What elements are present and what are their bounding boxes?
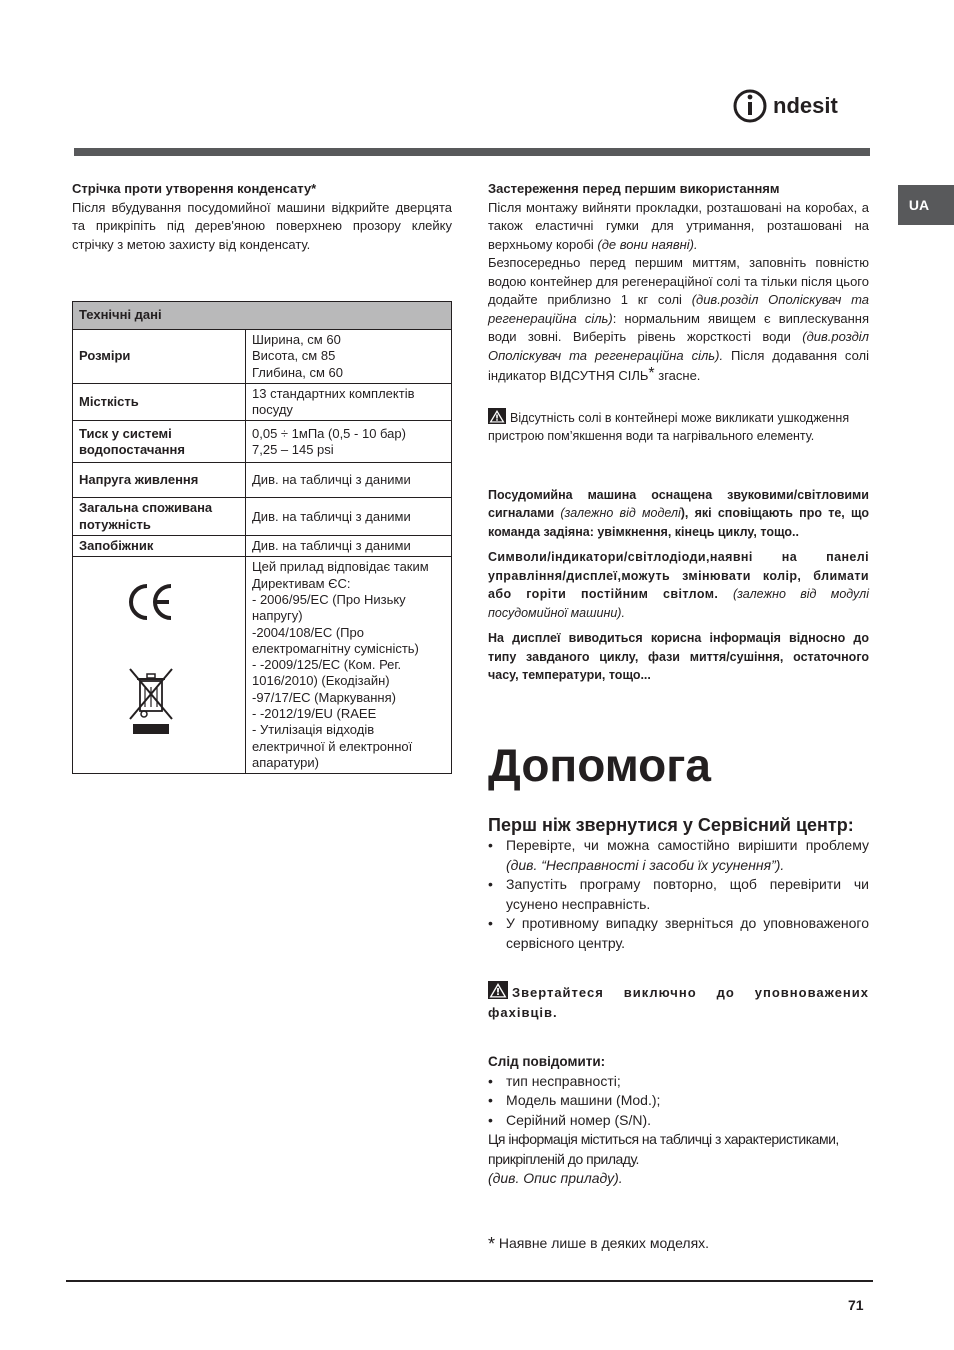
row-value: Див. на табличці з даними [246, 498, 452, 536]
asterisk: * [488, 1233, 496, 1254]
warning-triangle-icon [488, 408, 506, 424]
text-run: ), які сповіщають про те, що команда задіяна: увімкнення, кінець циклу, тощо.. [488, 506, 869, 539]
text-run-italic: (див. “Несправності і засоби їх усунення”). [506, 856, 785, 873]
row-key: Розміри [73, 330, 246, 384]
report-title: Слід повідомити: [488, 1054, 606, 1069]
first-use-text-2 [488, 254, 869, 386]
report-list [488, 1072, 869, 1131]
value-line: 0,05 ÷ 1мПа (0,5 - 10 бар) [252, 425, 406, 441]
directive-line: - -2012/19/EU (RAEE [252, 706, 377, 722]
value-line: Ширина, см 60 [252, 332, 341, 347]
text-run: Безпосередньо перед першим миттям, заповніть повністю водою контейнер для регенераційної солі та тільки після цього додайте приблизно 1 кг солі [488, 255, 869, 307]
indesit-logo [733, 88, 869, 124]
salt-warning-text: Відсутність солі в контейнері може викликати ушкодження пристрою пом’якшення води та нагрівального елементу. [488, 410, 850, 443]
table-row [73, 463, 452, 498]
row-key: Тиск у системі водопостачання [73, 421, 246, 463]
text-run: Після монтажу вийняти прокладки, розташовані на коробах, а також еластичні гумки для утримання, розташовані на верхньому коробі [488, 199, 869, 252]
signals-text [488, 486, 869, 542]
directive-line: - Утилізація відходів електричної й електронної апаратури) [252, 722, 413, 770]
symbols-text [488, 548, 869, 622]
footnote [488, 1234, 869, 1255]
row-key: Місткість [73, 383, 246, 421]
condensation-tape-text: Після вбудування посудомийної машини відкрийте дверцята та прикріпіть під дерев'яною поверхнею прозору клейку стрічку з метою захисту від конденсату. [72, 199, 452, 252]
text-run-italic: (див.розділ Ополіскувач та регенераційна сіль). [488, 329, 869, 363]
left-column [72, 180, 452, 254]
value-line: Глибина, см 60 [252, 364, 344, 380]
right-column [488, 180, 869, 685]
text-run: У противному випадку зверніться до уповноваженого сервісного центру. [506, 915, 869, 951]
list-item [488, 836, 869, 875]
expert-warning-text: Звертайтеся виключно до уповноважених фахівців. [488, 985, 869, 1020]
text-run-italic: (залежно від моделі [560, 506, 681, 520]
list-item [488, 914, 869, 953]
help-section [488, 836, 869, 1254]
table-row [73, 330, 452, 384]
directives-cell [246, 557, 452, 774]
row-value: Див. на табличці з даними [246, 536, 452, 557]
header-rule [74, 148, 870, 156]
certification-marks [73, 557, 246, 774]
row-value [246, 330, 452, 384]
row-key: Запобіжник [73, 536, 246, 557]
text-run: згасне. [654, 368, 701, 383]
list-item: • Серійний номер (S/N). [488, 1111, 869, 1131]
report-info: Ця інформація міститься на табличці з характеристиками, прикріпленій до приладу. [488, 1131, 839, 1167]
row-key: Напруга живлення [73, 463, 246, 498]
help-list [488, 836, 869, 953]
warning-triangle-icon [488, 981, 508, 999]
logo-wordmark: ndesit [773, 93, 838, 118]
help-title: Допомога [488, 739, 711, 791]
table-header-row [73, 302, 452, 330]
text-run-italic: (де вони наявні). [597, 236, 698, 252]
text-run: : нормальним явищем є виплескування води зовні. Виберіть рівень жорсткості води [488, 310, 869, 344]
directive-line: - -2009/125/EC (Ком. Рег. 1016/2010) (Екодізайн) [252, 657, 402, 689]
weee-bin-icon [127, 667, 175, 735]
before-service-title: Перш ніж звернутися у Сервісний центр: [488, 815, 854, 835]
list-item: • Модель машини (Mod.); [488, 1091, 869, 1111]
table-header: Технічні дані [73, 302, 452, 330]
list-item [488, 875, 869, 914]
ce-mark-icon [127, 583, 175, 621]
row-value: 13 стандартних комплектів посуду [246, 383, 452, 421]
text-run: Перевірте, чи можна самостійно вирішити проблему [506, 837, 869, 853]
page-number: 71 [848, 1297, 864, 1313]
text-run: Символи/індикатори/світлодіоди,наявні на панелі управління/дисплеї,можуть змінювати колір, блимати або горіти постійним світлом. [488, 550, 869, 601]
condensation-tape-title: Стрічка проти утворення конденсату* [72, 181, 317, 196]
first-use-title: Застереження перед першим використанням [488, 181, 780, 196]
table-row [73, 557, 452, 774]
value-line: Висота, см 85 [252, 348, 336, 364]
display-info-text: На дисплеї виводиться корисна інформація відносно до типу завданого циклу, фази миття/сушіння, остаточного часу, температури, тощо... [488, 631, 869, 682]
directive-line: -2004/108/EC (Про електромагнітну сумісність) [252, 624, 419, 656]
row-key: Загальна споживана потужність [73, 498, 246, 536]
directive-line: -97/17/EC (Маркування) [252, 689, 396, 705]
table-row [73, 536, 452, 557]
text-run: Посудомийна машина оснащена звуковими/світловими сигналами [488, 487, 869, 520]
row-value: Див. на табличці з даними [246, 463, 452, 498]
text-run: Після додавання солі індикатор ВІДСУТНЯ СІЛЬ [488, 347, 869, 383]
language-tab: UA [898, 185, 954, 225]
table-row [73, 421, 452, 463]
directive-line: Цей прилад відповідає таким Директивам ЄС: [252, 559, 429, 591]
directive-line: - 2006/95/EC (Про Низьку напругу) [252, 591, 406, 624]
row-value [246, 421, 452, 463]
table-row [73, 383, 452, 421]
report-reference: (див. Опис приладу). [488, 1170, 623, 1186]
technical-data-table [72, 301, 452, 774]
first-use-text-1 [488, 199, 869, 255]
list-item: • тип несправності; [488, 1072, 869, 1092]
text-run-italic: (див.розділ Ополіскувач та регенераційна сіль) [488, 292, 869, 326]
footer-rule [66, 1280, 873, 1282]
table-row [73, 498, 452, 536]
indesit-logo-mark-icon [733, 88, 773, 124]
text-run-italic: (залежно від модулі посудомийної машини). [488, 587, 869, 620]
footnote-text: Наявне лише в деяких моделях. [495, 1234, 710, 1251]
asterisk: * [648, 365, 655, 382]
salt-warning [488, 408, 869, 446]
expert-warning [488, 981, 869, 1022]
text-run: Запустіть програму повторно, щоб перевірити чи усунено несправність. [506, 876, 869, 912]
value-line: 7,25 – 145 psi [252, 441, 334, 457]
